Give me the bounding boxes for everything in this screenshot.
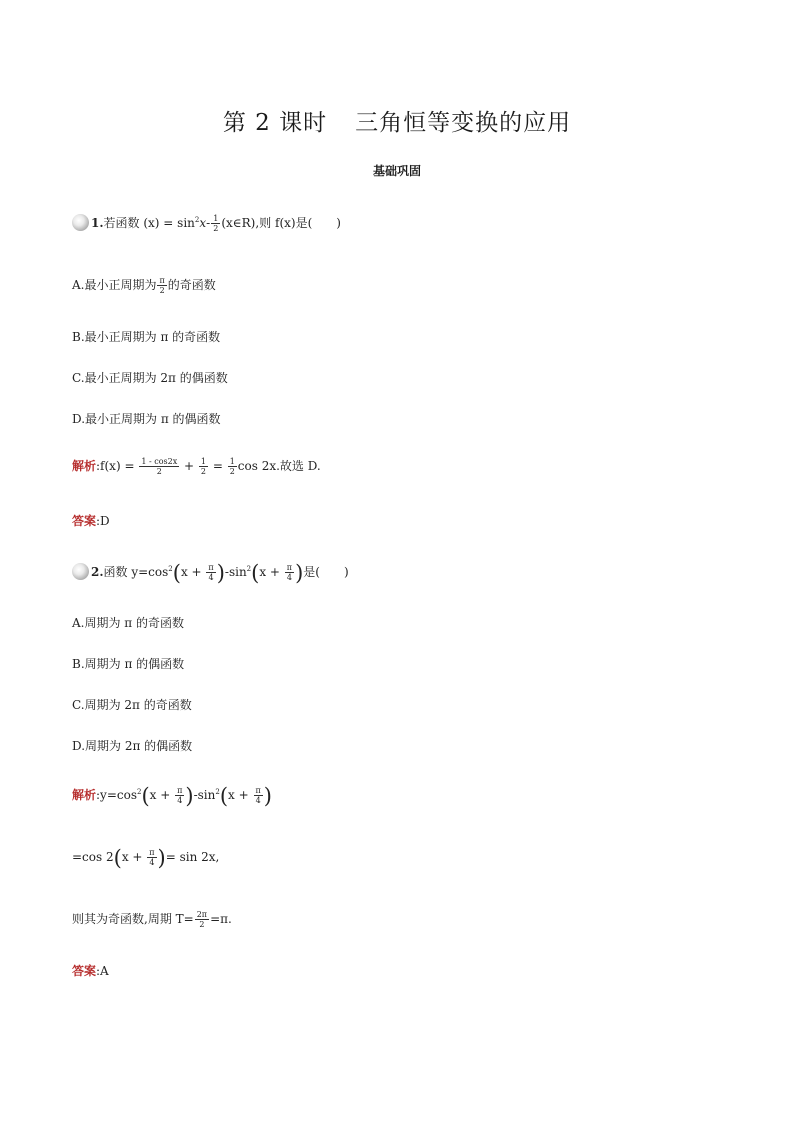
question-2-analysis-line-1: 解析$:y=\cos^2(x$ + $\frac{\pi}{4}$ )$-\sin^2(x$ + $\frac{\pi}{4}$ ) [72,784,272,808]
title-topic: 三角恒等变换的应用 [355,110,572,136]
question-2-option-c: C.周期为 2π 的奇函数 [72,698,192,712]
question-2-option-d: D.周期为 2π 的偶函数 [72,739,193,753]
section-heading: 基础巩固 [372,164,421,178]
analysis-label: 解析 [72,788,97,802]
answer-label: 答案 [72,514,97,528]
answer-label: 答案 [72,964,97,978]
title-lesson: 第 2 课时 [222,110,328,136]
question-2-number: 2. [91,565,104,579]
page-title [0,104,794,137]
question-1-option-c: C.最小正周期为 2π 的偶函数 [72,371,228,385]
question-marker-icon [72,563,89,580]
question-marker-icon [72,214,89,231]
question-1-number: 1. [91,216,104,230]
question-1-option-a: A.最小正周期为 $\frac{\pi}{2}$ 的奇函数 [72,276,216,295]
question-2-answer: 答案:A [72,964,109,978]
question-1-answer: 答案:D [72,514,110,528]
fraction-one-half: $\frac{1}{2}$ [213,214,219,233]
question-2-stem: 2.函数 $y=\cos^2(x$ + $\frac{\pi}{4}$ )$-\sin^2(x$ + $\frac{\pi}{4}$ )是( ) [72,563,349,582]
question-1-option-d: D.最小正周期为 π 的偶函数 [72,412,221,426]
question-2-option-b: B.周期为 π 的偶函数 [72,657,185,671]
question-2-option-a: A.周期为 π 的奇函数 [72,616,184,630]
question-1-analysis: 解析:f(x) = $\frac{1 - \cos 2x}{2}$ + $\frac{1}{2}$ = $\frac{1}{2}$ cos 2x.故选 D. [72,457,321,476]
question-2-analysis-line-3: 则其为奇函数,周期 T= $\frac{2\pi}{2}$ =π. [72,910,232,929]
analysis-label: 解析 [72,459,97,473]
question-1-option-b: B.最小正周期为 π 的奇函数 [72,330,221,344]
question-2-analysis-line-2: =cos 2(x + $\frac{\pi}{4}$ )= sin 2x, [72,846,220,870]
question-1-stem: 1.若函数 $(x) = \sin^2x-$ $\frac{1}{2}$ (x∈R),则 f(x)是( ) [72,214,341,233]
